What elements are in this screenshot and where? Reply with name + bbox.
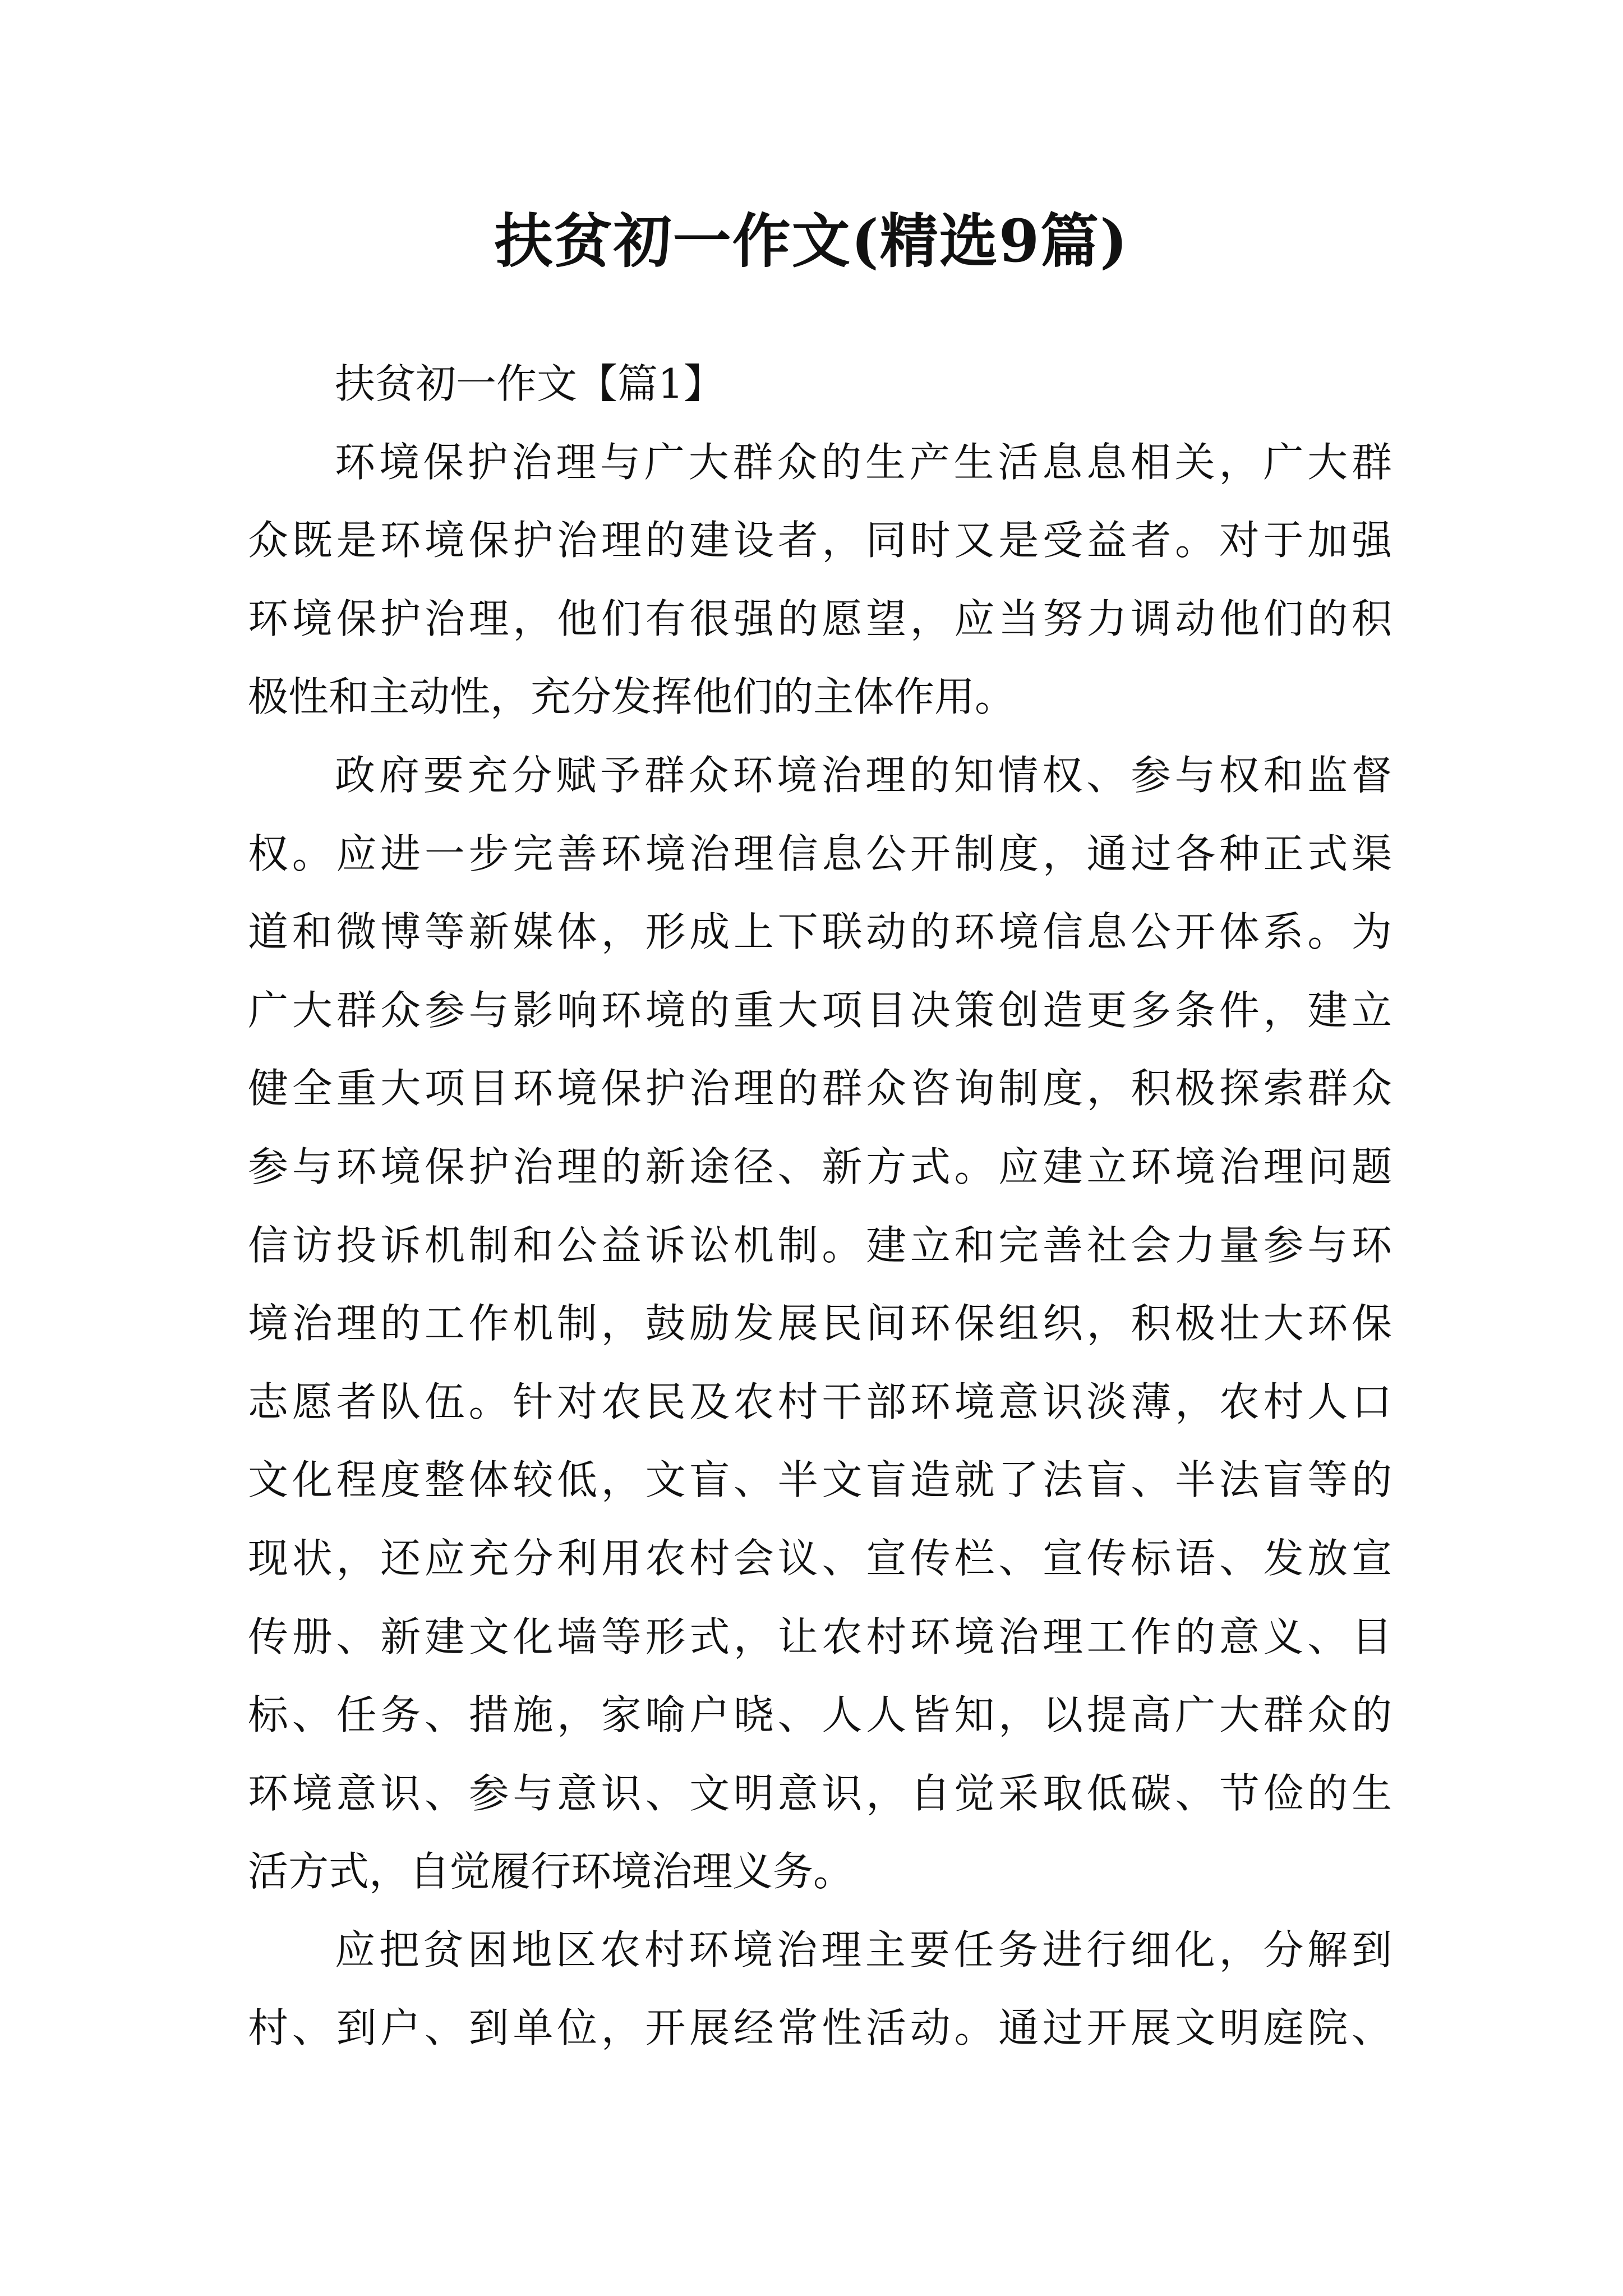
paragraph-line: 文化程度整体较低，文盲、半文盲造就了法盲、半法盲等的 <box>248 1456 1392 1504</box>
paragraph-line: 信访投诉机制和公益诉讼机制。建立和完善社会力量参与环 <box>248 1221 1392 1269</box>
paragraph-line: 健全重大项目环境保护治理的群众咨询制度，积极探索群众 <box>248 1065 1392 1112</box>
paragraph-line: 广大群众参与影响环境的重大项目决策创造更多条件，建立 <box>248 986 1392 1034</box>
paragraph-line: 应把贫困地区农村环境治理主要任务进行细化，分解到 <box>335 1926 1392 1973</box>
paragraph-line: 环境保护治理与广大群众的生产生活息息相关，广大群 <box>335 438 1392 486</box>
paragraph-line: 权。应进一步完善环境治理信息公开制度，通过各种正式渠 <box>248 830 1392 877</box>
section-heading: 扶贫初一作文【篇1】 <box>335 360 724 407</box>
paragraph-line: 参与环境保护治理的新途径、新方式。应建立环境治理问题 <box>248 1143 1392 1190</box>
document-body <box>248 345 1392 2068</box>
paragraph-line: 环境意识、参与意识、文明意识，自觉采取低碳、节俭的生 <box>248 1769 1392 1817</box>
paragraph-line: 道和微博等新媒体，形成上下联动的环境信息公开体系。为 <box>248 908 1392 956</box>
paragraph-line: 传册、新建文化墙等形式，让农村环境治理工作的意义、目 <box>248 1613 1392 1660</box>
paragraph-line: 极性和主动性，充分发挥他们的主体作用。 <box>248 673 1016 721</box>
paragraph-line: 标、任务、措施，家喻户晓、人人皆知，以提高广大群众的 <box>248 1691 1392 1739</box>
document-title: 扶贫初一作文(精选9篇) <box>494 206 1129 275</box>
paragraph-line: 活方式，自觉履行环境治理义务。 <box>248 1848 854 1895</box>
paragraph-line: 政府要充分赋予群众环境治理的知情权、参与权和监督 <box>335 751 1392 799</box>
paragraph-line: 村、到户、到单位，开展经常性活动。通过开展文明庭院、 <box>248 2004 1392 2052</box>
paragraph-line: 志愿者队伍。针对农民及农村干部环境意识淡薄，农村人口 <box>248 1378 1392 1425</box>
paragraph-line: 环境保护治理，他们有很强的愿望，应当努力调动他们的积 <box>248 595 1392 642</box>
paragraph-line: 现状，还应充分利用农村会议、宣传栏、宣传标语、发放宣 <box>248 1534 1392 1582</box>
paragraph-line: 众既是环境保护治理的建设者，同时又是受益者。对于加强 <box>248 517 1392 564</box>
paragraph-line: 境治理的工作机制，鼓励发展民间环保组织，积极壮大环保 <box>248 1300 1392 1347</box>
